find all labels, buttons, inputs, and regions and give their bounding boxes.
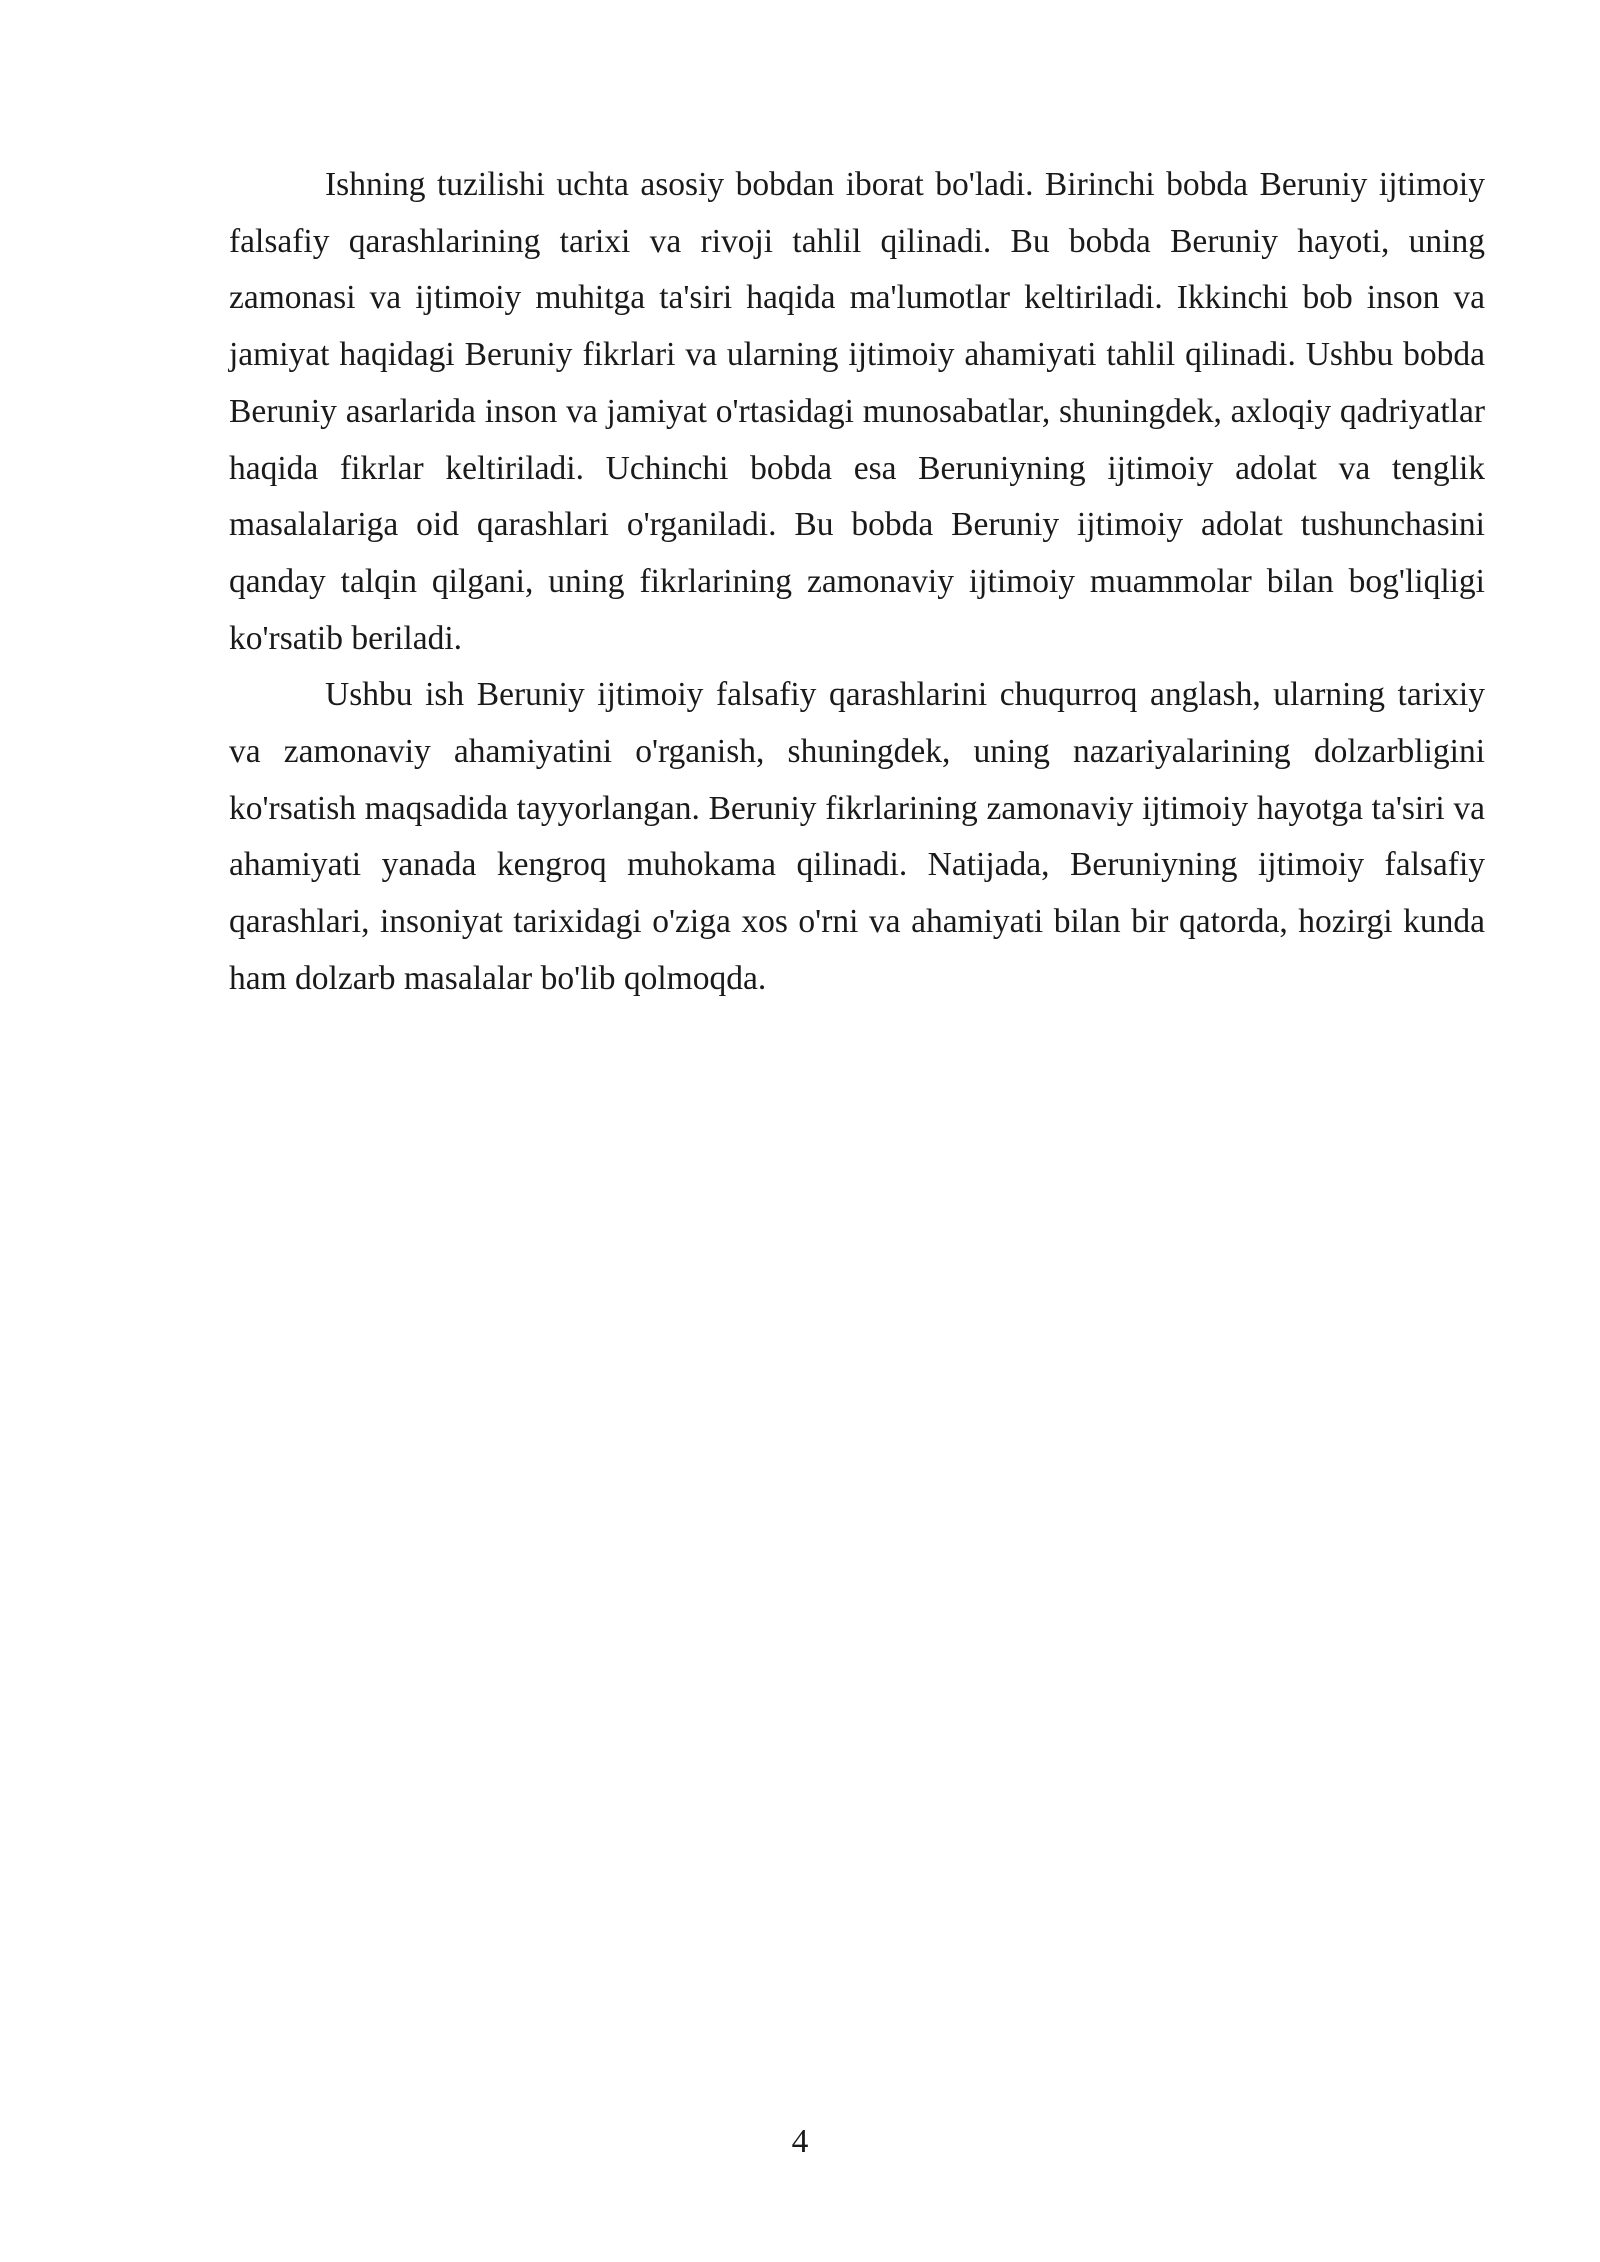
page-number: 4	[791, 2123, 809, 2160]
paragraph-1: Ishning tuzilishi uchta asosiy bobdan iborat bo'ladi. Birinchi bobda Beruniy ijtimoiy falsafiy qarashlarining tarixi va rivoji tahlil qilinadi. Bu bobda Beruniy hayoti, uning zamonasi va ijtimoiy muhitga ta'siri haqida ma'lumotlar keltiriladi. Ikkinchi bob inson va jamiyat haqidagi Beruniy fikrlari va ularning ijtimoiy ahamiyati tahlil qilinadi. Ushbu bobda Beruniy asarlarida inson va jamiyat o'rtasidagi munosabatlar, shuningdek, axloqiy qadriyatlar haqida fikrlar keltiriladi. Uchinchi bobda esa Beruniyning ijtimoiy adolat va tenglik masalalariga oid qarashlari o'rganiladi. Bu bobda Beruniy ijtimoiy adolat tushunchasini qanday talqin qilgani, uning fikrlarining zamonaviy ijtimoiy muammolar bilan bog'liqligi ko'rsatib beriladi.	[229, 166, 1485, 657]
body-text	[229, 157, 1485, 1008]
paragraph-2: Ushbu ish Beruniy ijtimoiy falsafiy qarashlarini chuqurroq anglash, ularning tarixiy va zamonaviy ahamiyatini o'rganish, shuningdek, uning nazariyalarining dolzarbligini ko'rsatish maqsadida tayyorlangan. Beruniy fikrlarining zamonaviy ijtimoiy hayotga ta'siri va ahamiyati yanada kengroq muhokama qilinadi. Natijada, Beruniyning ijtimoiy falsafiy qarashlari, insoniyat tarixidagi o'ziga xos o'rni va ahamiyati bilan bir qatorda, hozirgi kunda ham dolzarb masalalar bo'lib qolmoqda.	[229, 676, 1485, 997]
